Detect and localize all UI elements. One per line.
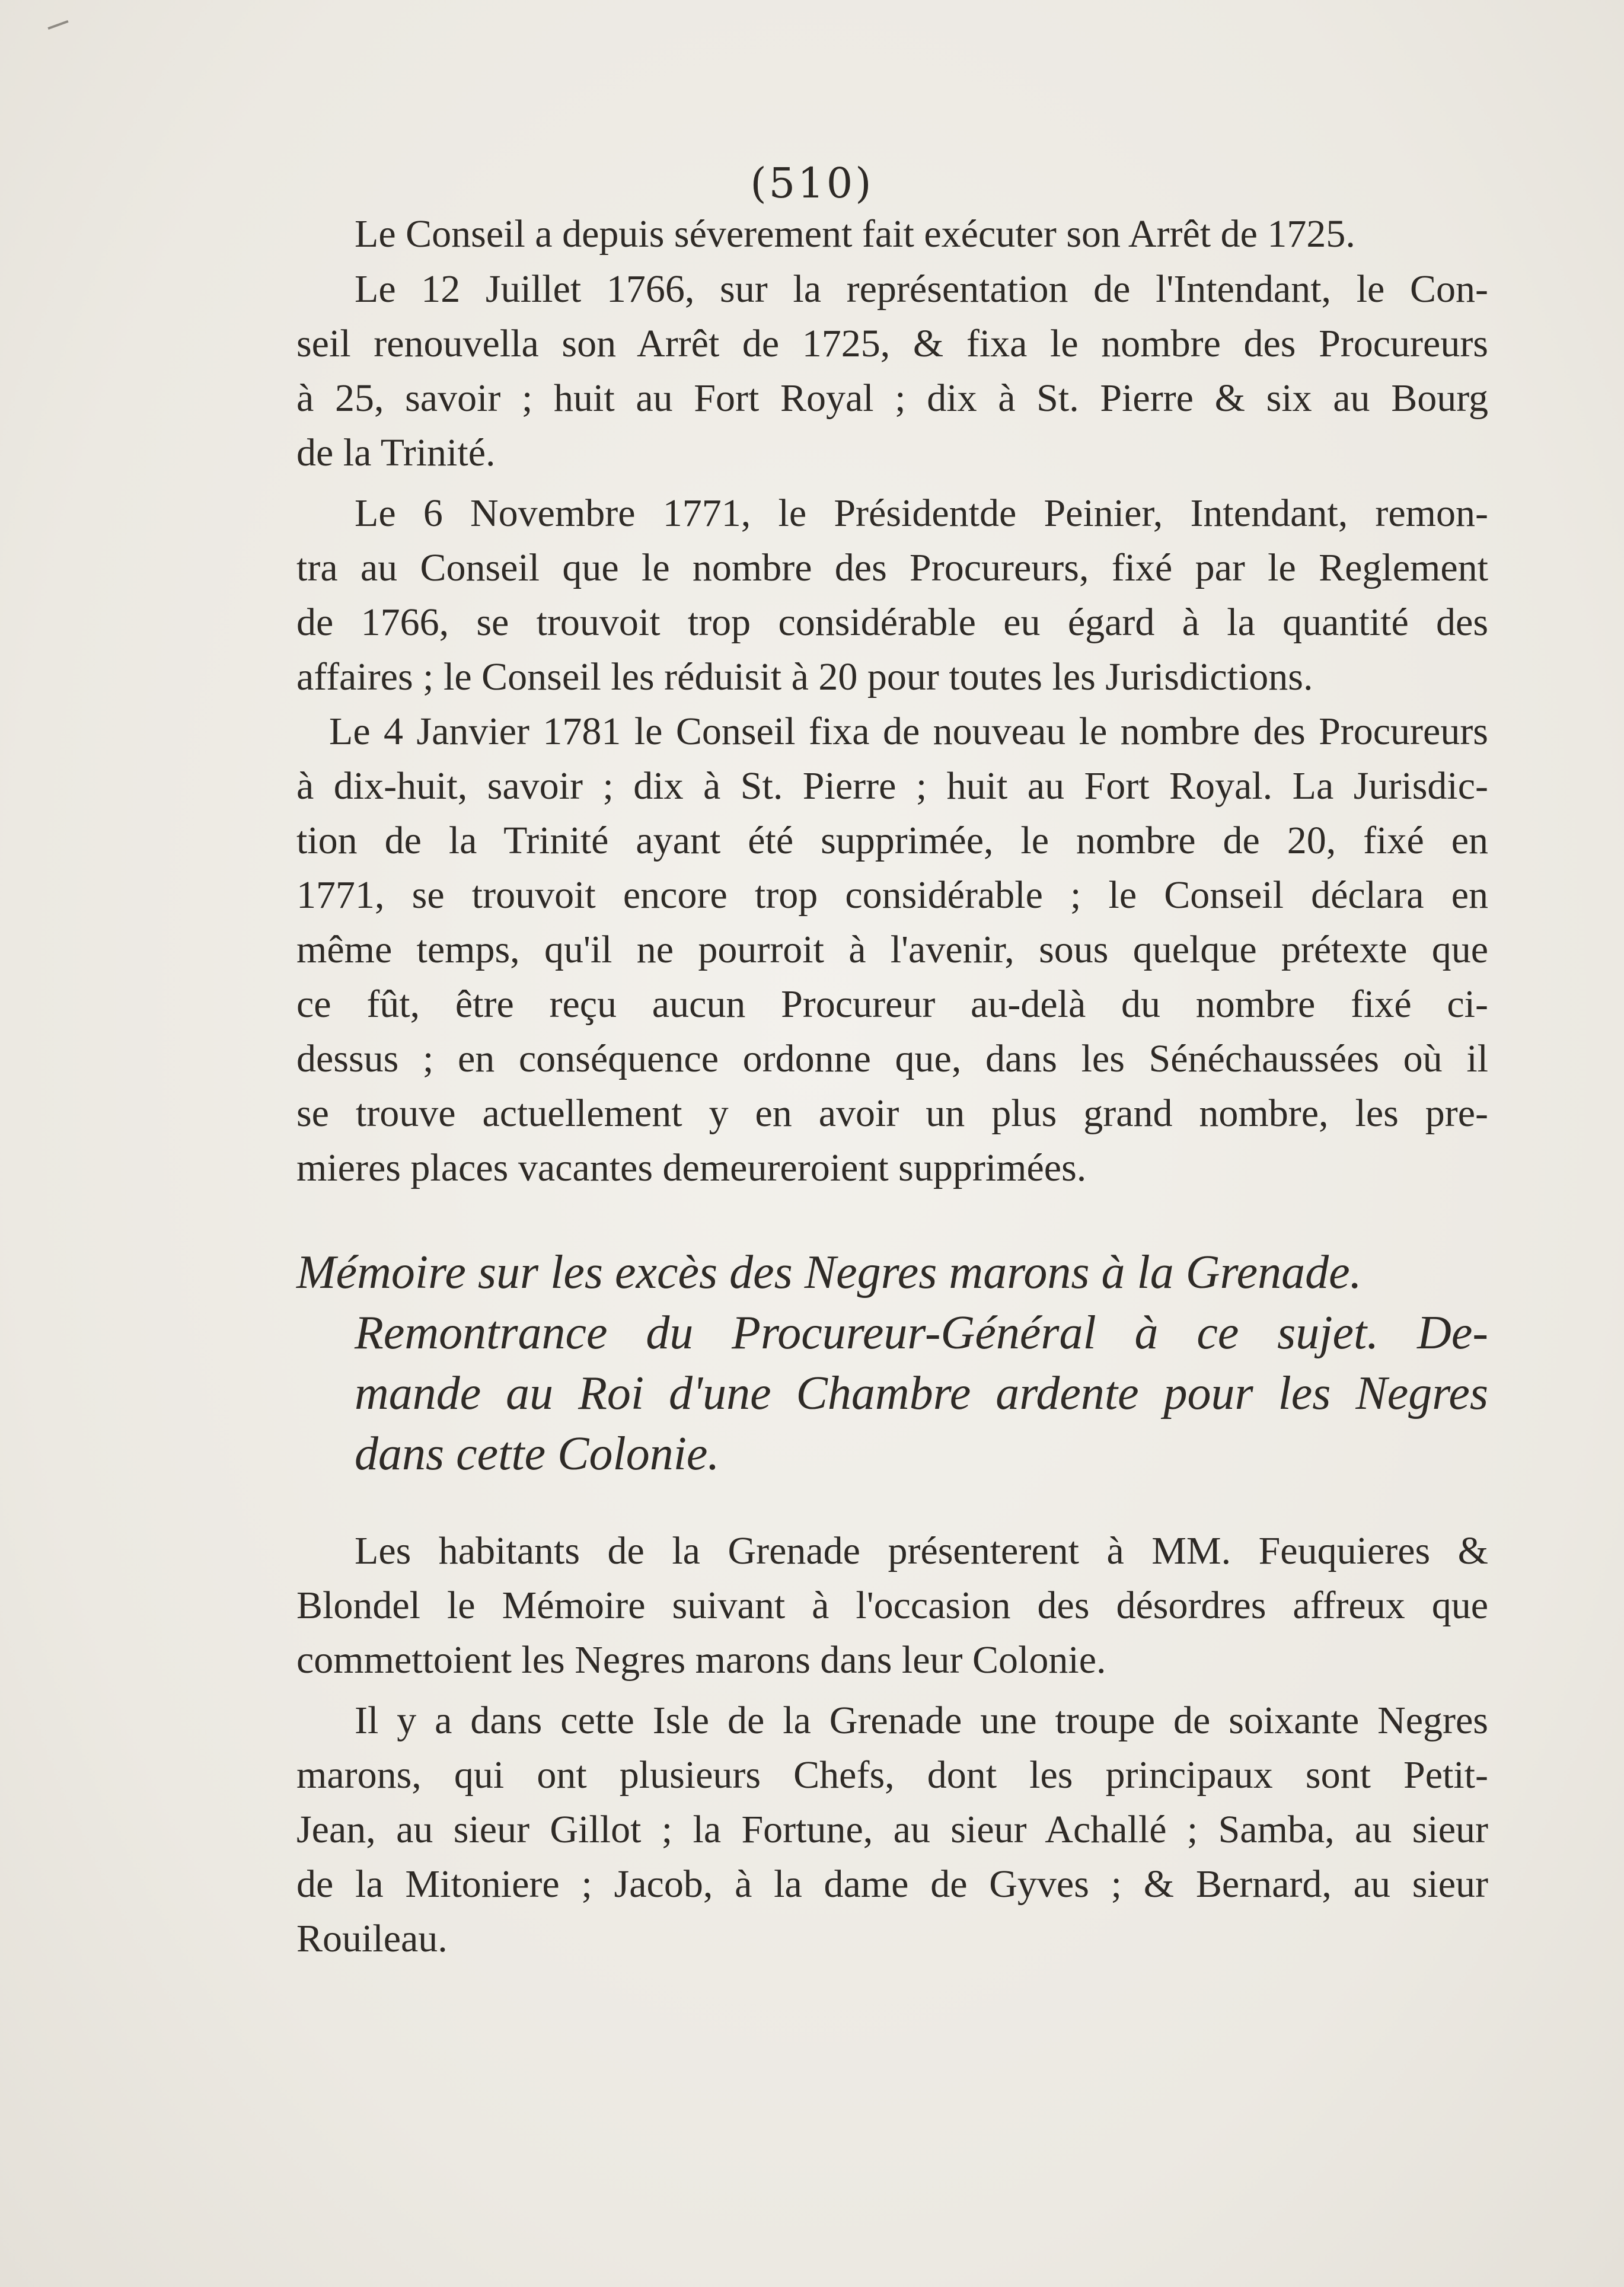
paragraph-2-line: Le 12 Juillet 1766, sur la représentation de l'Intendant, le Con- — [355, 267, 1488, 311]
paragraph-1-line: Le Conseil a depuis séverement fait exécuter son Arrêt de 1725. — [355, 212, 1355, 256]
section-heading-line: Remontrance du Procureur-Général à ce sujet. De- — [355, 1307, 1488, 1359]
section-heading-line: Mémoire sur les excès des Negres marons à la Grenade. — [296, 1246, 1362, 1299]
paragraph-6-line: Rouileau. — [296, 1917, 448, 1960]
paragraph-6-line: marons, qui ont plusieurs Chefs, dont les principaux sont Petit- — [296, 1753, 1488, 1797]
paragraph-4-line: ce fût, être reçu aucun Procureur au-delà du nombre fixé ci- — [296, 983, 1488, 1026]
stray-ink-mark — [47, 20, 68, 30]
paragraph-5-line: Blondel le Mémoire suivant à l'occasion des désordres affreux que — [296, 1584, 1488, 1627]
section-heading-line: mande au Roi d'une Chambre ardente pour les Negres — [355, 1367, 1488, 1420]
paragraph-6-line: Jean, au sieur Gillot ; la Fortune, au sieur Achallé ; Samba, au sieur — [296, 1808, 1488, 1851]
paragraph-4-line: se trouve actuellement y en avoir un plus grand nombre, les pre- — [296, 1092, 1488, 1135]
paragraph-4-line: mieres places vacantes demeureroient supprimées. — [296, 1146, 1087, 1189]
paragraph-6-line: Il y a dans cette Isle de la Grenade une troupe de soixante Negres — [355, 1699, 1488, 1742]
paragraph-2-line: seil renouvella son Arrêt de 1725, & fixa le nombre des Procureurs — [296, 322, 1488, 365]
paragraph-3-line: tra au Conseil que le nombre des Procureurs, fixé par le Reglement — [296, 546, 1488, 589]
paragraph-4-line: même temps, qu'il ne pourroit à l'avenir, sous quelque prétexte que — [296, 928, 1488, 971]
paragraph-4-line: à dix-huit, savoir ; dix à St. Pierre ; huit au Fort Royal. La Jurisdic- — [296, 764, 1488, 808]
paragraph-4-line: Le 4 Janvier 1781 le Conseil fixa de nouveau le nombre des Procureurs — [329, 710, 1488, 753]
section-heading-line: dans cette Colonie. — [355, 1428, 720, 1480]
paragraph-3-line: affaires ; le Conseil les réduisit à 20 pour toutes les Jurisdictions. — [296, 655, 1313, 698]
paragraph-2-line: à 25, savoir ; huit au Fort Royal ; dix à St. Pierre & six au Bourg — [296, 377, 1488, 420]
paragraph-4-line: tion de la Trinité ayant été supprimée, le nombre de 20, fixé en — [296, 819, 1488, 862]
paragraph-6-line: de la Mitoniere ; Jacob, à la dame de Gyves ; & Bernard, au sieur — [296, 1862, 1488, 1906]
paragraph-3-line: de 1766, se trouvoit trop considérable eu égard à la quantité des — [296, 601, 1488, 644]
paragraph-3-line: Le 6 Novembre 1771, le Présidentde Peinier, Intendant, remon- — [355, 492, 1488, 535]
page-number: (510) — [750, 159, 874, 208]
paragraph-2-line: de la Trinité. — [296, 431, 496, 474]
paragraph-4-line: dessus ; en conséquence ordonne que, dans les Sénéchaussées où il — [296, 1037, 1488, 1080]
paragraph-5-line: commettoient les Negres marons dans leur Colonie. — [296, 1638, 1106, 1682]
paragraph-5-line: Les habitants de la Grenade présenterent à MM. Feuquieres & — [355, 1529, 1488, 1572]
paragraph-4-line: 1771, se trouvoit encore trop considérable ; le Conseil déclara en — [296, 873, 1488, 917]
